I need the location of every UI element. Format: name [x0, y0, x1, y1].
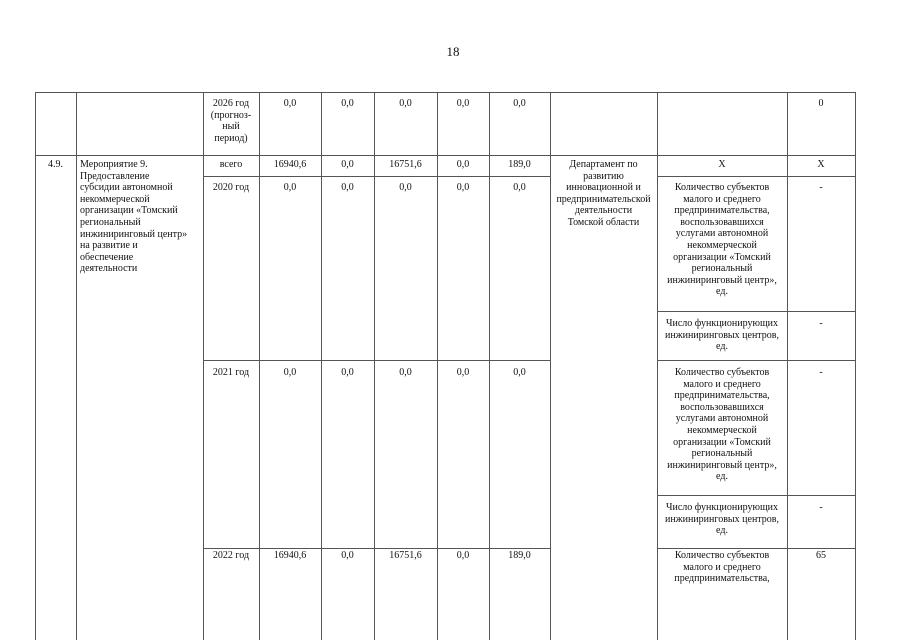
row-divider — [203, 548, 550, 549]
row-divider — [657, 311, 855, 312]
item-name: Мероприятие 9. Предоставление субсидии автономной некоммерческой организации «Томский региональный инжиниринговый центр» на развитие и обеспечение деятельности — [80, 159, 188, 275]
value-cell: 0,0 — [341, 98, 354, 109]
row-divider — [657, 495, 855, 496]
value-cell: 189,0 — [508, 159, 531, 170]
row-divider — [657, 548, 855, 549]
row-divider — [203, 360, 550, 361]
row-divider — [657, 176, 855, 177]
value-cell: 0,0 — [456, 550, 470, 561]
executor-cell: Департамент по развитию инновационной и предпринимательской деятельности Томской области — [556, 159, 651, 228]
value-cell: 0,0 — [341, 550, 354, 561]
value-cell: 0,0 — [513, 182, 526, 193]
value-cell: 0,0 — [283, 367, 297, 378]
row-divider — [35, 155, 855, 156]
value-cell: 0,0 — [399, 182, 412, 193]
value-cell: 16751,6 — [389, 550, 422, 561]
table-border-top — [35, 92, 855, 93]
target-value-cell: - — [819, 502, 823, 513]
value-cell: 0,0 — [456, 182, 470, 193]
indicator-cell: Число функционирующих инжиниринговых центров, ед. — [664, 502, 780, 537]
value-cell: 189,0 — [508, 550, 531, 561]
value-cell: 0,0 — [456, 367, 470, 378]
column-divider — [550, 92, 551, 640]
target-value-cell: - — [819, 182, 823, 193]
value-cell: 0,0 — [513, 98, 526, 109]
row-divider — [203, 176, 550, 177]
target-value-cell: - — [819, 318, 823, 329]
target-value-cell: 0 — [818, 98, 824, 109]
value-cell: 16751,6 — [389, 159, 422, 170]
year-cell: 2020 год — [212, 182, 250, 193]
indicator-cell: Число функционирующих инжиниринговых центров, ед. — [664, 318, 780, 353]
target-value-cell: - — [819, 367, 823, 378]
target-value-cell: Х — [817, 159, 825, 170]
value-cell: 0,0 — [341, 367, 354, 378]
year-cell: 2026 год (прогноз- ный период) — [210, 98, 252, 144]
value-cell: 0,0 — [456, 98, 470, 109]
target-value-cell: 65 — [816, 550, 826, 561]
value-cell: 16940,6 — [273, 550, 307, 561]
value-cell: 0,0 — [399, 98, 412, 109]
value-cell: 0,0 — [513, 367, 526, 378]
value-cell: 0,0 — [341, 159, 354, 170]
value-cell: 16940,6 — [273, 159, 307, 170]
year-cell: 2021 год — [212, 367, 250, 378]
indicator-cell: Х — [718, 159, 726, 170]
value-cell: 0,0 — [399, 367, 412, 378]
value-cell: 0,0 — [283, 182, 297, 193]
column-divider — [35, 92, 36, 640]
value-cell: 0,0 — [456, 159, 470, 170]
column-divider — [76, 92, 77, 640]
value-cell: 0,0 — [283, 98, 297, 109]
indicator-cell: Количество субъектов малого и среднего предпринимательства, воспользовавшихся услугами автономной некоммерческой организации «Томский региональный инжиниринговый центр», ед. — [667, 367, 777, 483]
year-cell: всего — [219, 159, 243, 170]
indicator-cell: Количество субъектов малого и среднего предпринимательства, воспользовавшихся услугами автономной некоммерческой организации «Томский региональный инжиниринговый центр», ед. — [667, 182, 777, 298]
value-cell: 0,0 — [341, 182, 354, 193]
item-number: 4.9. — [48, 159, 63, 170]
year-cell: 2022 год — [212, 550, 250, 561]
table-border-right — [855, 92, 856, 640]
row-divider — [657, 360, 855, 361]
page-number: 18 — [446, 44, 460, 59]
indicator-cell: Количество субъектов малого и среднего предпринимательства, — [674, 550, 770, 585]
